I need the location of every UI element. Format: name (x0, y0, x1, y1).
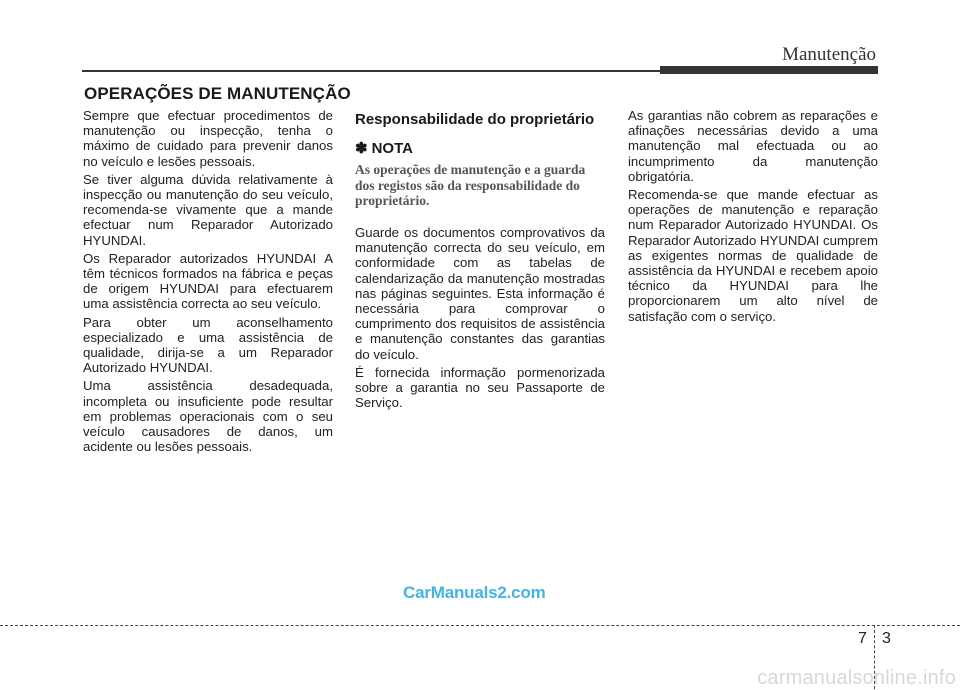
header-rule-thin (82, 70, 664, 72)
column-middle (355, 108, 605, 413)
paragraph: Se tiver alguma dúvida relativamente à inspecção ou manutenção do seu veículo, recomenda-se vivamente que a mande efectuar num Reparador Autorizado HYUNDAI. (83, 171, 333, 248)
paragraph: É fornecida informação pormenorizada sobre a garantia no seu Passaporte de Serviço. (355, 364, 605, 411)
paragraph: Sempre que efectuar procedimentos de manutenção ou inspecção, tenha o máximo de cuidado para prevenir danos no veículo e lesões pessoais. (83, 108, 333, 169)
page-number: 3 (882, 630, 891, 647)
chapter-number: 7 (858, 630, 867, 647)
paragraph: Os Reparador autorizados HYUNDAI A têm técnicos formados na fábrica e peças de origem HYUNDAI para efectuarem uma assistência correcta ao seu veículo. (83, 250, 333, 312)
note-label: NOTA (371, 140, 413, 158)
column-left (83, 108, 333, 457)
watermark-link[interactable]: CarManuals2.com (403, 583, 546, 602)
footer-divider (0, 625, 960, 626)
column-right (628, 108, 878, 327)
paragraph: Guarde os documentos comprovativos da manutenção correcta do seu veículo, em conformidade com as tabelas de calendarização da manutenção mostradas nas páginas seguintes. Esta informação é necessária para comprovar o cumprimento dos requisitos de assistência e manutenção constantes das garantias do veículo. (355, 224, 605, 362)
subsection-heading: Responsabilidade do proprietário (355, 111, 595, 128)
paragraph: As garantias não cobrem as reparações e afinações necessárias devido a uma manutenção mal efectuada ou ao incumprimento da manutenção obrigatória. (628, 108, 878, 184)
site-watermark: carmanualsonline.info (757, 667, 956, 689)
header-rule-thick (660, 66, 878, 74)
asterisk-icon: ✽ (355, 140, 368, 158)
section-title: OPERAÇÕES DE MANUTENÇÃO (84, 84, 351, 103)
paragraph: Para obter um aconselhamento especializado e uma assistência de qualidade, dirija-se a um Reparador Autorizado HYUNDAI. (83, 314, 333, 376)
note-heading (355, 141, 605, 156)
paragraph: Uma assistência desadequada, incompleta ou insuficiente pode resultar em problemas operacionais com o seu veículo causadores de danos, um acidente ou lesões pessoais. (83, 378, 333, 455)
header-title: Manutenção (782, 44, 876, 65)
note-text: As operações de manutenção e a guarda dos registos são da responsabilidade do proprietário. (355, 162, 586, 209)
paragraph: Recomenda-se que mande efectuar as operações de manutenção e reparação num Reparador Autorizado HYUNDAI. Os Reparador Autorizado HYUNDAI cumprem as exigentes normas de qualidade de assistência da HYUNDAI e recebem apoio técnico da HYUNDAI para lhe proporcionarem um alto nível de satisfação com o serviço. (628, 187, 878, 324)
